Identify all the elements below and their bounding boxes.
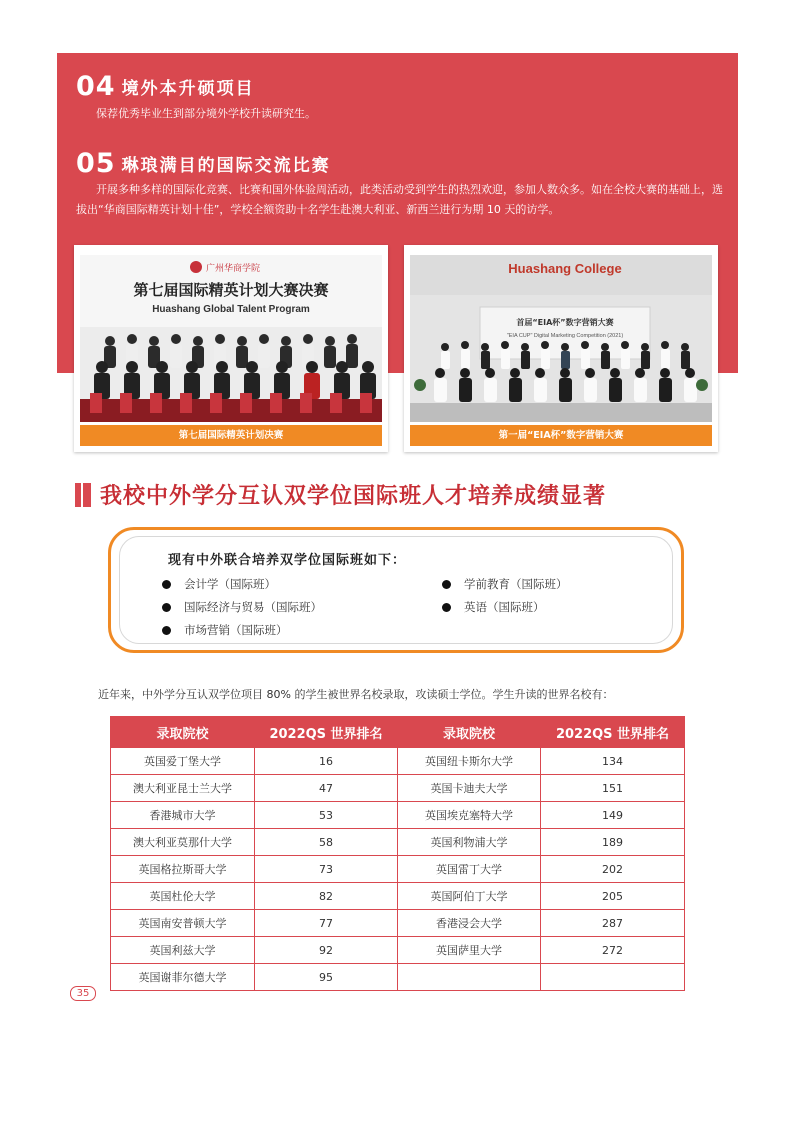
banner-title: 首届“EIA杯”数字营销大赛 — [516, 318, 614, 327]
event-photo — [410, 255, 712, 422]
section-title: 境外本升硕项目 — [121, 79, 255, 99]
table-row — [111, 910, 685, 937]
header-rank: 2022QS 世界排名 — [541, 717, 685, 748]
bullet-icon — [162, 603, 171, 612]
table-row — [111, 748, 685, 775]
table-cell: 英国利物浦大学 — [398, 829, 541, 856]
table-cell: 英国纽卡斯尔大学 — [398, 748, 541, 775]
table-cell: 英国南安普顿大学 — [111, 910, 255, 937]
table-cell: 英国杜伦大学 — [111, 883, 255, 910]
table-row — [111, 802, 685, 829]
table-cell — [398, 964, 541, 991]
wall-sign-text: Huashang College — [508, 261, 622, 276]
table-header-row — [111, 717, 685, 748]
table-cell: 287 — [541, 910, 685, 937]
table-cell: 134 — [541, 748, 685, 775]
photo-caption: 第七届国际精英计划决赛 — [80, 425, 382, 446]
table-cell: 82 — [255, 883, 398, 910]
table-cell: 202 — [541, 856, 685, 883]
section-05-desc: 开展多种多样的国际化竞赛、比赛和国外体验周活动，此类活动受到学生的热烈欢迎，参加人数众多。如在全校大赛的基础上，选拔出“华商国际精英计划十佳”，学校全额资助十名学生赴澳大利亚、新西兰进行为期 10 天的访学。 — [76, 183, 723, 216]
table-cell: 英国爱丁堡大学 — [111, 748, 255, 775]
header-rank: 2022QS 世界排名 — [255, 717, 398, 748]
table-cell: 英国雷丁大学 — [398, 856, 541, 883]
table-cell: 205 — [541, 883, 685, 910]
program-item: 市场营销（国际班） — [162, 622, 288, 638]
table-row — [111, 964, 685, 991]
section-05-heading — [76, 148, 331, 179]
section-04-heading — [76, 71, 255, 102]
programs-title: 现有中外联合培养双学位国际班如下： — [168, 553, 407, 568]
table-cell: 英国阿伯丁大学 — [398, 883, 541, 910]
header-school: 录取院校 — [398, 717, 541, 748]
table-cell: 英国埃克塞特大学 — [398, 802, 541, 829]
table-cell: 英国卡迪夫大学 — [398, 775, 541, 802]
table-cell: 151 — [541, 775, 685, 802]
heading-marker — [83, 483, 91, 507]
table-cell: 香港浸会大学 — [398, 910, 541, 937]
table-cell: 73 — [255, 856, 398, 883]
table-cell: 香港城市大学 — [111, 802, 255, 829]
section-title: 琳琅满目的国际交流比赛 — [121, 156, 331, 176]
table-cell: 95 — [255, 964, 398, 991]
page-number: 35 — [70, 986, 96, 1001]
bullet-icon — [162, 626, 171, 635]
table-cell — [541, 964, 685, 991]
main-heading: 我校中外学分互认双学位国际班人才培养成绩显著 — [100, 484, 607, 509]
intro-text: 近年来，中外学分互认双学位项目 80% 的学生被世界名校录取，攻读硕士学位。学生升读的世界名校有： — [98, 688, 614, 701]
section-number: 05 — [76, 148, 116, 179]
table-cell: 92 — [255, 937, 398, 964]
table-cell: 澳大利亚莫那什大学 — [111, 829, 255, 856]
program-item: 会计学（国际班） — [162, 576, 276, 592]
table-cell: 澳大利亚昆士兰大学 — [111, 775, 255, 802]
table-cell: 16 — [255, 748, 398, 775]
program-item: 英语（国际班） — [442, 599, 545, 615]
table-cell: 189 — [541, 829, 685, 856]
section-number: 04 — [76, 71, 116, 102]
table-row — [111, 775, 685, 802]
bullet-icon — [442, 580, 451, 589]
table-cell: 英国萨里大学 — [398, 937, 541, 964]
photo-card-talent-program — [74, 245, 388, 452]
section-04-desc: 保荐优秀毕业生到部分境外学校升读研究生。 — [96, 107, 316, 120]
header-school: 录取院校 — [111, 717, 255, 748]
program-item: 国际经济与贸易（国际班） — [162, 599, 322, 615]
table-cell: 英国格拉斯哥大学 — [111, 856, 255, 883]
bullet-icon — [162, 580, 171, 589]
banner-school-name: 广州华商学院 — [206, 264, 261, 274]
table-row — [111, 937, 685, 964]
table-cell: 149 — [541, 802, 685, 829]
table-cell: 272 — [541, 937, 685, 964]
table-cell: 58 — [255, 829, 398, 856]
banner-subtitle: Huashang Global Talent Program — [152, 304, 310, 315]
heading-marker — [75, 483, 81, 507]
table-row — [111, 856, 685, 883]
photo-caption: 第一届“EIA杯”数字营销大赛 — [410, 425, 712, 446]
table-cell: 英国利兹大学 — [111, 937, 255, 964]
event-photo — [80, 255, 382, 422]
photo-card-eia-cup — [404, 245, 718, 452]
table-cell: 英国谢菲尔德大学 — [111, 964, 255, 991]
bullet-icon — [442, 603, 451, 612]
table-row — [111, 829, 685, 856]
banner-title: 第七届国际精英计划大赛决赛 — [133, 281, 329, 299]
table-row — [111, 883, 685, 910]
table-cell: 53 — [255, 802, 398, 829]
table-cell: 77 — [255, 910, 398, 937]
program-item: 学前教育（国际班） — [442, 576, 568, 592]
event-photo-illustration — [80, 255, 382, 422]
event-photo-illustration — [410, 255, 712, 422]
banner-subtitle: "EIA CUP" Digital Marketing Competition (2021) — [506, 333, 624, 339]
table-cell: 47 — [255, 775, 398, 802]
university-ranking-table — [110, 716, 685, 991]
